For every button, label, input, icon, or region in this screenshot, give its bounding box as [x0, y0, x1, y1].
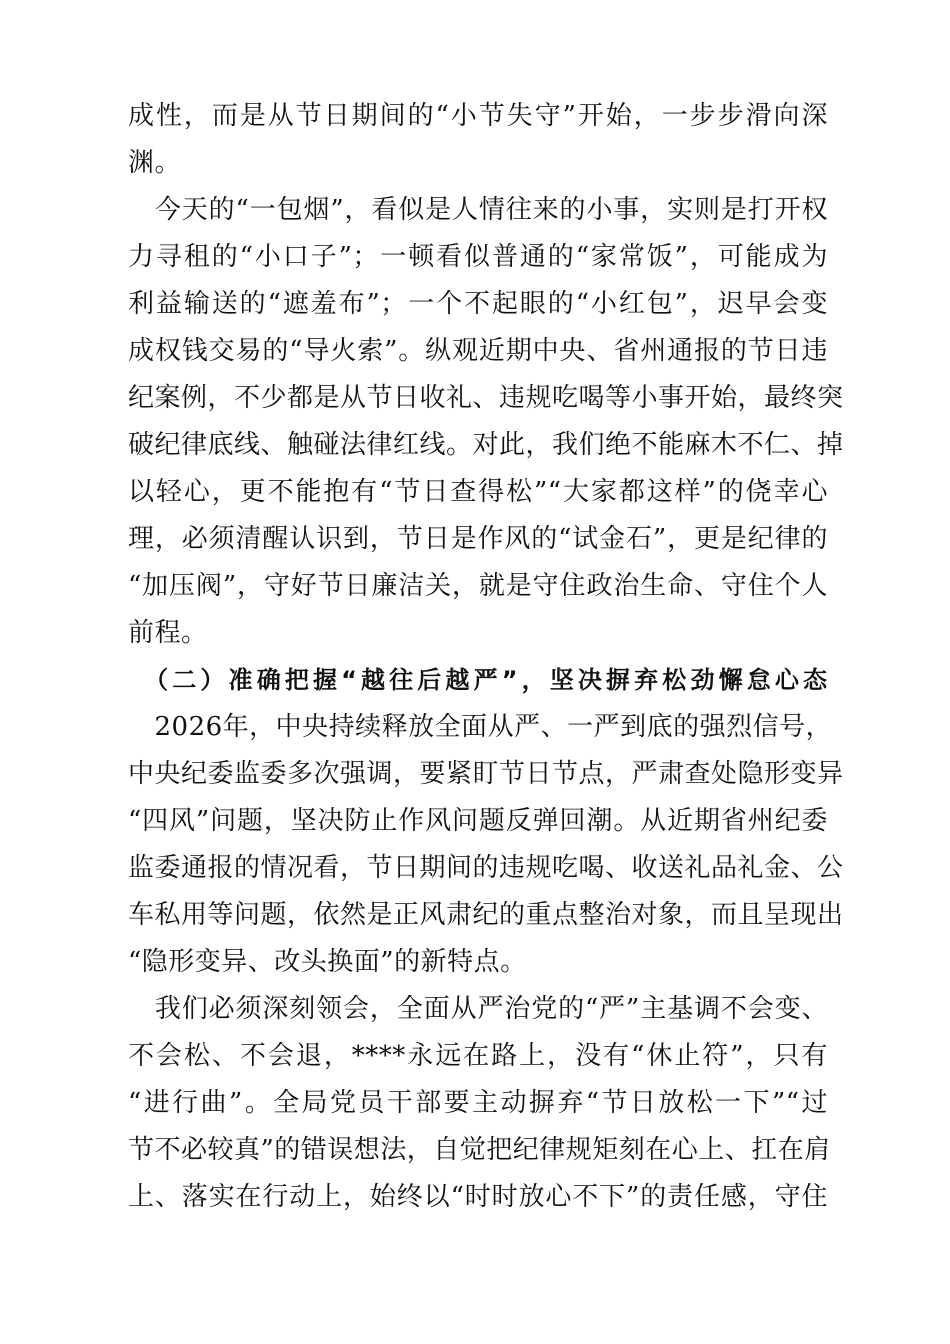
text-line: 渊。	[128, 148, 182, 178]
text-line: 理，必须清醒认识到，节日是作风的“试金石”，更是纪律的	[128, 524, 828, 554]
text-line: 利益输送的“遮羞布”；一个不起眼的“小红包”，迟早会变	[128, 289, 828, 319]
text-line: 以轻心，更不能抱有“节日查得松”“大家都这样”的侥幸心	[128, 477, 828, 507]
text-line: 成权钱交易的“导火索”。纵观近期中央、省州通报的节日违	[128, 336, 828, 366]
text-line: 监委通报的情况看，节日期间的违规吃喝、收送礼品礼金、公	[128, 853, 844, 883]
text-line: 成性，而是从节日期间的“小节失守”开始，一步步滑向深	[128, 101, 828, 131]
text-line: 节不必较真”的错误想法，自觉把纪律规矩刻在心上、扛在肩	[128, 1135, 831, 1165]
text-line: 我们必须深刻领会，全面从严治党的“严”主基调不会变、	[128, 994, 828, 1024]
text-line: 2026年，中央持续释放全面从严、一严到底的强烈信号，	[128, 712, 833, 742]
section-heading: （二）准确把握“越往后越严”，坚决摒弃松劲懈怠心态	[128, 666, 828, 694]
text-line: 中央纪委监委多次强调，要紧盯节日节点，严肃查处隐形变异	[128, 759, 844, 789]
text-line: “加压阀”，守好节日廉洁关，就是守住政治生命、守住个人	[128, 571, 828, 601]
text-line: “隐形变异、改头换面”的新特点。	[128, 947, 527, 977]
text-line: 上、落实在行动上，始终以“时时放心不下”的责任感，守住	[128, 1182, 828, 1212]
text-line: 破纪律底线、触碰法律红线。对此，我们绝不能麻木不仁、掉	[128, 430, 844, 460]
text-line: “进行曲”。全局党员干部要主动摒弃“节日放松一下”“过	[128, 1088, 828, 1118]
text-line: 纪案例，不少都是从节日收礼、违规吃喝等小事开始，最终突	[128, 383, 844, 413]
text-line: 不会松、不会退，****永远在路上，没有“休止符”，只有	[128, 1041, 828, 1071]
text-line: 车私用等问题，依然是正风肃纪的重点整治对象，而且呈现出	[128, 900, 844, 930]
text-line: 力寻租的“小口子”；一顿看似普通的“家常饭”，可能成为	[128, 242, 828, 272]
text-line: 前程。	[128, 618, 208, 648]
text-line: “四风”问题，坚决防止作风问题反弹回潮。从近期省州纪委	[128, 806, 828, 836]
text-line: 今天的“一包烟”，看似是人情往来的小事，实则是打开权	[128, 195, 828, 225]
